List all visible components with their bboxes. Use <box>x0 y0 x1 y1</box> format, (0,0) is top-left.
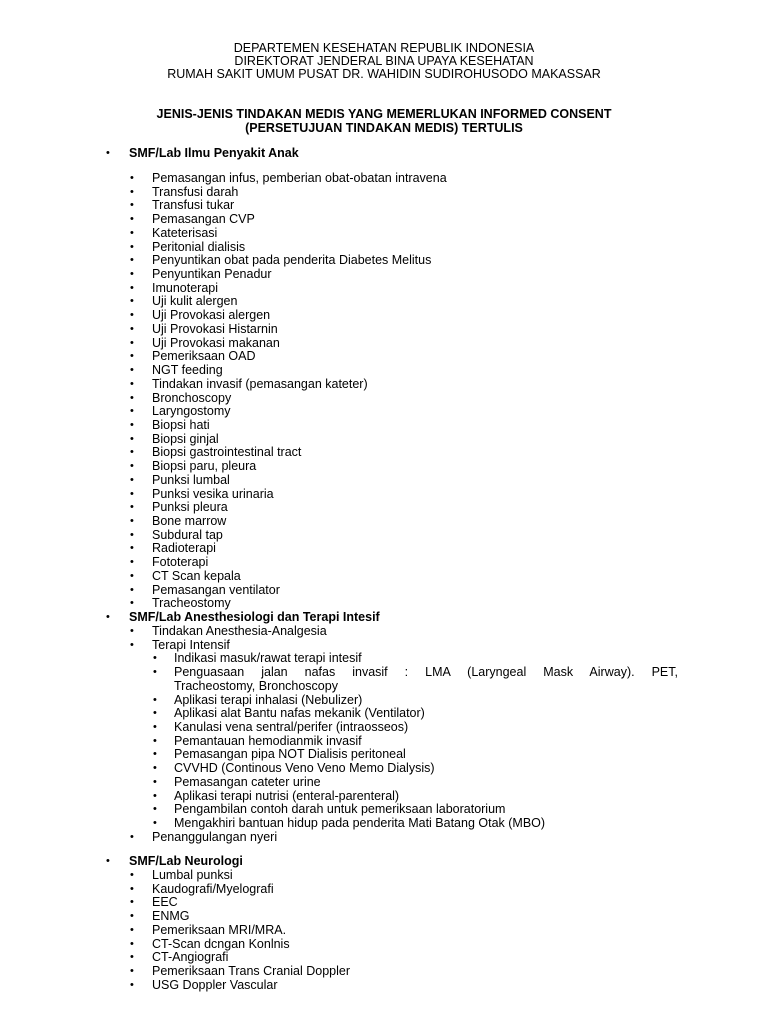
bullet-icon: • <box>130 391 134 404</box>
bullet-icon: • <box>153 803 157 816</box>
bullet-icon: • <box>153 707 157 720</box>
list-item-text: Subdural tap <box>152 527 223 542</box>
list-item-text: Kateterisasi <box>152 225 218 240</box>
bullet-icon: • <box>130 501 134 514</box>
list-item-text: CT-Scan dcngan Konlnis <box>152 936 290 951</box>
document-title <box>0 107 768 135</box>
bullet-icon: • <box>130 923 134 936</box>
bullet-icon: • <box>130 199 134 212</box>
list-item-text: Laryngostomy <box>152 404 231 419</box>
subitem-text: Pemasangan pipa NOT Dialisis peritoneal <box>174 747 406 762</box>
list-item-text: Penanggulangan nyeri <box>152 829 278 844</box>
list-item-text: EEC <box>152 895 178 910</box>
bullet-icon: • <box>130 869 134 881</box>
list-item-text: Pemasangan infus, pemberian obat-obatan intravena <box>152 171 447 185</box>
section-heading: SMF/Lab Ilmu Penyakit Anak <box>129 146 299 160</box>
subitem-continuation: Tracheostomy, Bronchoscopy <box>174 678 338 693</box>
subitem-text: CVVHD (Continous Veno Veno Memo Dialysis) <box>174 761 435 776</box>
section-heading: SMF/Lab Neurologi <box>129 854 243 868</box>
list-item-text: Pemeriksaan MRI/MRA. <box>152 922 287 937</box>
bullet-icon: • <box>130 583 134 596</box>
bullet-icon: • <box>130 268 134 281</box>
list-item-text: Tindakan Anesthesia-Analgesia <box>152 624 327 638</box>
bullet-icon: • <box>130 254 134 267</box>
list-item-text: Punksi lumbal <box>152 472 230 487</box>
list-item-text: Biopsi gastrointestinal tract <box>152 445 302 460</box>
list-item-text: ENMG <box>152 909 190 924</box>
subitem-text: Aplikasi alat Bantu nafas mekanik (Ventilator) <box>174 706 425 721</box>
bullet-icon: • <box>130 625 134 637</box>
subitem-text: Aplikasi terapi nutrisi (enteral-parenteral) <box>174 788 400 803</box>
bullet-icon: • <box>106 611 110 623</box>
bullet-icon: • <box>153 817 157 830</box>
bullet-icon: • <box>130 213 134 226</box>
list-item-text: NGT feeding <box>152 363 223 378</box>
bullet-icon: • <box>130 364 134 377</box>
bullet-icon: • <box>130 951 134 964</box>
list-item-text: CT-Angiografi <box>152 950 229 965</box>
list-item-text: Uji Provokasi Histarnin <box>152 321 278 336</box>
bullet-icon: • <box>130 569 134 582</box>
bullet-icon: • <box>130 281 134 294</box>
list-item-text: Uji Provokasi makanan <box>152 335 280 350</box>
bullet-icon: • <box>130 937 134 950</box>
bullet-icon: • <box>153 789 157 802</box>
bullet-icon: • <box>153 666 157 679</box>
subitem-text: Pemantauan hemodianmik invasif <box>174 733 362 748</box>
list-item-text: Pemasangan CVP <box>152 212 255 227</box>
list-item-text: Kaudografi/Myelografi <box>152 881 274 896</box>
bullet-icon: • <box>130 432 134 445</box>
list-item-text: Bone marrow <box>152 514 227 528</box>
bullet-icon: • <box>130 336 134 349</box>
bullet-icon: • <box>130 473 134 486</box>
list-item-text: Biopsi paru, pleura <box>152 459 257 474</box>
bullet-icon: • <box>130 377 134 390</box>
bullet-icon: • <box>153 775 157 788</box>
bullet-icon: • <box>153 721 157 734</box>
list-item-text: Fototerapi <box>152 555 209 570</box>
bullet-icon: • <box>153 748 157 761</box>
section-heading: SMF/Lab Anesthesiologi dan Terapi Intesif <box>129 610 380 624</box>
title-line: JENIS-JENIS TINDAKAN MEDIS YANG MEMERLUKAN INFORMED CONSENT <box>156 107 612 121</box>
subitem-text: Kanulasi vena sentral/perifer (intraosseos) <box>174 720 409 735</box>
list-item-text: Terapi Intensif <box>152 637 230 652</box>
bullet-icon: • <box>130 226 134 239</box>
list-item-text: Transfusi darah <box>152 184 239 199</box>
subitem-text: Penguasaan jalan nafas invasif : LMA (Laryngeal Mask Airway). PET, <box>174 665 678 680</box>
list-item-text: CT Scan kepala <box>152 568 241 583</box>
bullet-icon: • <box>130 965 134 978</box>
bullet-icon: • <box>106 147 110 159</box>
subitem-text: Pengambilan contoh darah untuk pemeriksaan laboratorium <box>174 802 506 817</box>
bullet-icon: • <box>106 855 110 867</box>
bullet-icon: • <box>130 460 134 473</box>
list-item-text: Pemeriksaan Trans Cranial Doppler <box>152 964 351 979</box>
bullet-icon: • <box>130 896 134 909</box>
bullet-icon: • <box>153 652 157 665</box>
bullet-icon: • <box>130 240 134 253</box>
bullet-icon: • <box>130 978 134 991</box>
bullet-icon: • <box>130 172 134 184</box>
bullet-icon: • <box>130 638 134 651</box>
subitem-text: Aplikasi terapi inhalasi (Nebulizer) <box>174 692 363 707</box>
list-item-text: Imunoterapi <box>152 280 219 295</box>
bullet-icon: • <box>130 322 134 335</box>
bullet-icon: • <box>153 762 157 775</box>
bullet-icon: • <box>130 487 134 500</box>
bullet-icon: • <box>153 693 157 706</box>
subitem-text: Mengakhiri bantuan hidup pada penderita Mati Batang Otak (MBO) <box>174 816 546 831</box>
list-item-text: Penyuntikan obat pada penderita Diabetes Melitus <box>152 253 432 268</box>
bullet-icon: • <box>130 295 134 308</box>
bullet-icon: • <box>130 405 134 418</box>
list-item-text: Bronchoscopy <box>152 390 232 405</box>
bullet-icon: • <box>130 597 134 610</box>
list-item-text: Punksi pleura <box>152 500 228 515</box>
bullet-icon: • <box>153 734 157 747</box>
title-line: (PERSETUJUAN TINDAKAN MEDIS) TERTULIS <box>245 121 523 135</box>
letterhead-line: RUMAH SAKIT UMUM PUSAT DR. WAHIDIN SUDIROHUSODO MAKASSAR <box>167 67 601 81</box>
list-item-text: Pemasangan ventilator <box>152 582 280 597</box>
letterhead-line: DEPARTEMEN KESEHATAN REPUBLIK INDONESIA <box>233 41 535 55</box>
bullet-icon: • <box>130 910 134 923</box>
letterhead <box>0 42 768 81</box>
bullet-icon: • <box>130 830 134 843</box>
list-item-text: Lumbal punksi <box>152 868 233 882</box>
bullet-icon: • <box>130 446 134 459</box>
list-item-text: Penyuntikan Penadur <box>152 267 272 282</box>
subitem-text: Indikasi masuk/rawat terapi intesif <box>174 651 362 666</box>
list-item-text: Peritonial dialisis <box>152 239 246 254</box>
bullet-icon: • <box>130 350 134 363</box>
list-item-text: Uji Provokasi alergen <box>152 308 271 323</box>
letterhead-line: DIREKTORAT JENDERAL BINA UPAYA KESEHATAN <box>234 54 534 68</box>
list-item-text: USG Doppler Vascular <box>152 977 278 992</box>
list-item-text: Biopsi hati <box>152 417 210 432</box>
bullet-icon: • <box>130 309 134 322</box>
bullet-icon: • <box>130 542 134 555</box>
subitem-text: Pemasangan cateter urine <box>174 774 321 789</box>
list-item-text: Uji kulit alergen <box>152 294 238 309</box>
bullet-icon: • <box>130 528 134 541</box>
bullet-icon: • <box>130 185 134 198</box>
bullet-icon: • <box>130 556 134 569</box>
list-item-text: Biopsi ginjal <box>152 431 219 446</box>
list-item-text: Pemeriksaan OAD <box>152 349 256 364</box>
list-item-text: Tindakan invasif (pemasangan kateter) <box>152 376 368 391</box>
list-item-text: Tracheostomy <box>152 596 231 611</box>
bullet-icon: • <box>130 515 134 527</box>
list-item-text: Transfusi tukar <box>152 198 235 213</box>
list-item-text: Punksi vesika urinaria <box>152 486 274 501</box>
bullet-icon: • <box>130 882 134 895</box>
list-item-text: Radioterapi <box>152 541 216 556</box>
bullet-icon: • <box>130 418 134 431</box>
